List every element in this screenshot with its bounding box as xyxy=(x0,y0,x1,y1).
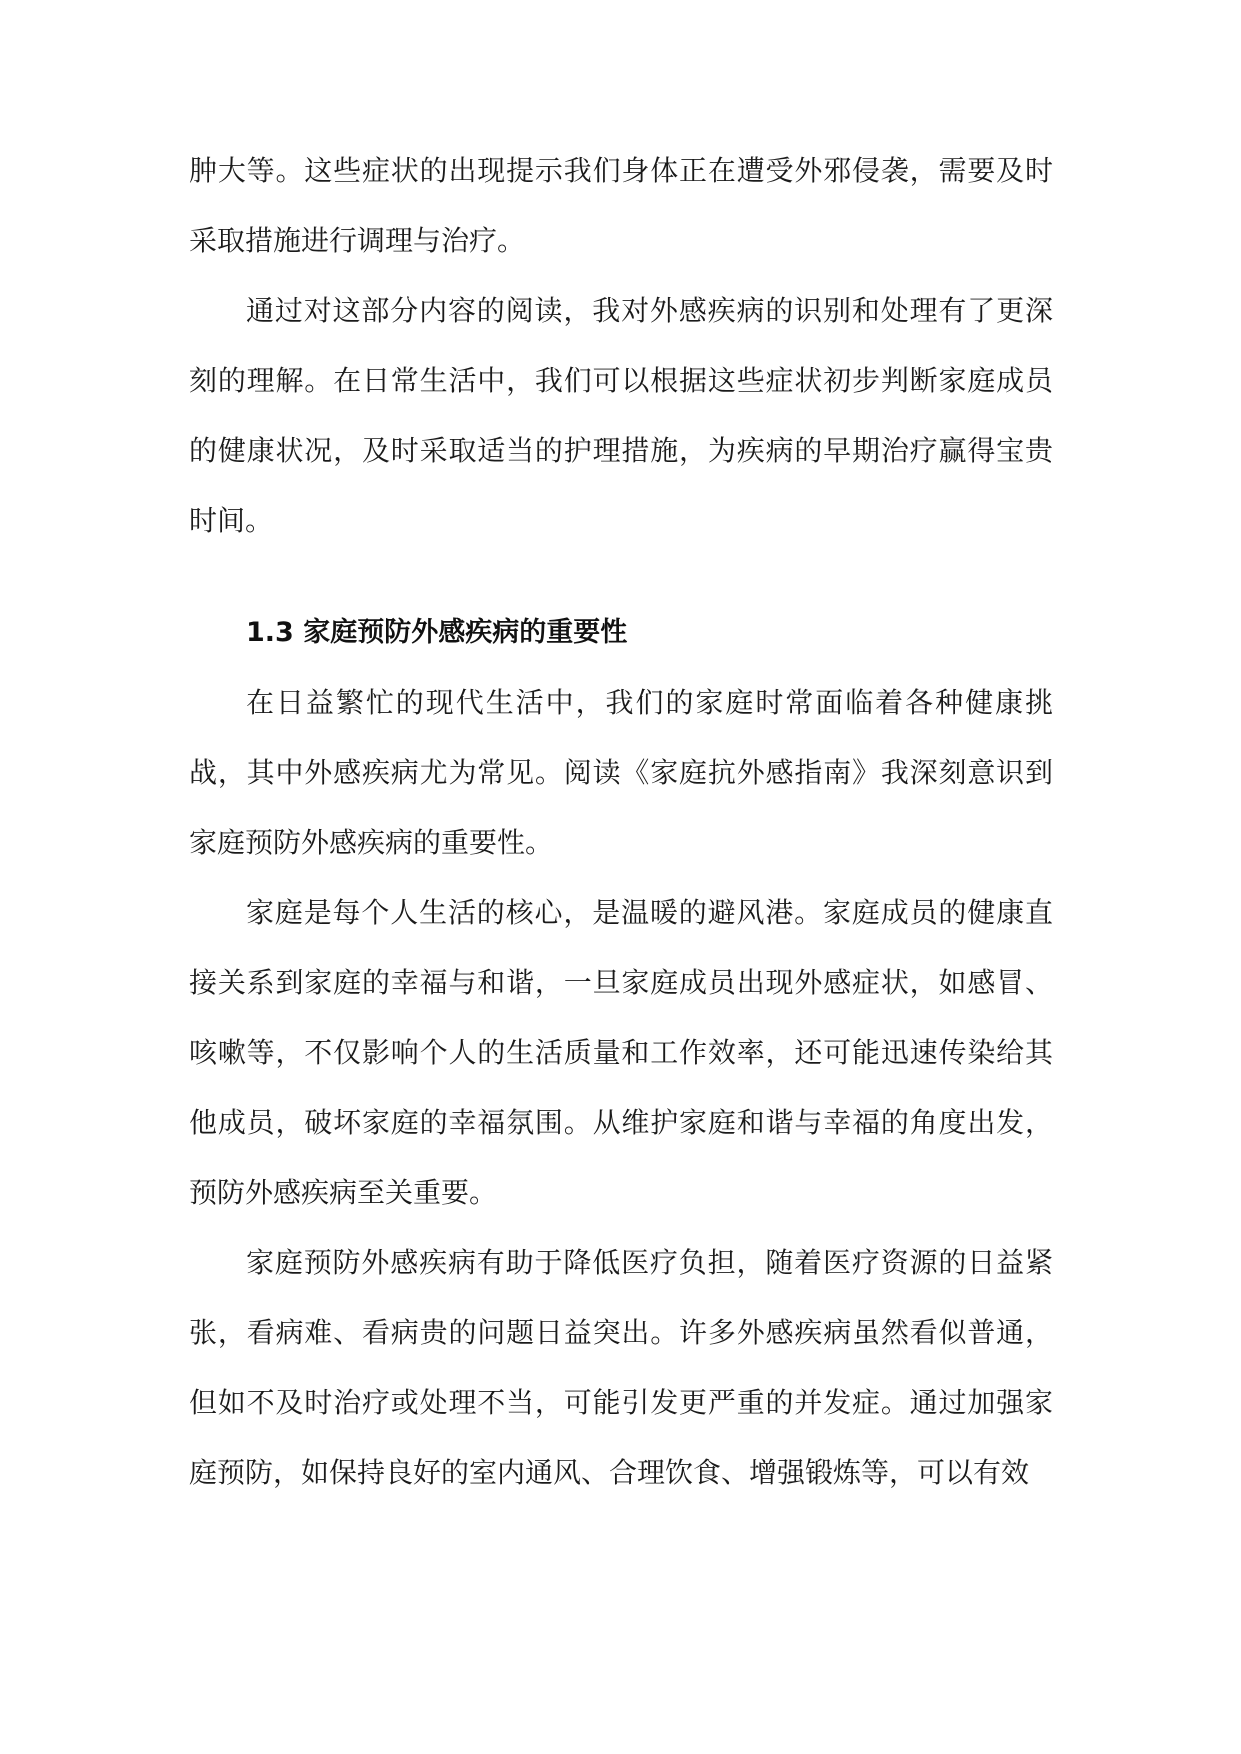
paragraph-medical-burden: 家庭预防外感疾病有助于降低医疗负担，随着医疗资源的日益紧张，看病难、看病贵的问题日益突出。许多外感疾病虽然看似普通，但如不及时治疗或处理不当，可能引发更严重的并发症。通过加强家庭预防，如保持良好的室内通风、合理饮食、增强锻炼等，可以有效 xyxy=(189,1246,1053,1489)
paragraph-modern-life: 在日益繁忙的现代生活中，我们的家庭时常面临着各种健康挑战，其中外感疾病尤为常见。阅读《家庭抗外感指南》我深刻意识到家庭预防外感疾病的重要性。 xyxy=(189,686,1053,859)
paragraph-continuation: 肿大等。这些症状的出现提示我们身体正在遭受外邪侵袭，需要及时采取措施进行调理与治疗。 xyxy=(189,154,1053,257)
document-body xyxy=(189,136,1053,1508)
paragraph-family-core: 家庭是每个人生活的核心，是温暖的避风港。家庭成员的健康直接关系到家庭的幸福与和谐，一旦家庭成员出现外感症状，如感冒、咳嗽等，不仅影响个人的生活质量和工作效率，还可能迅速传染给其他成员，破坏家庭的幸福氛围。从维护家庭和谐与幸福的角度出发，预防外感疾病至关重要。 xyxy=(189,896,1053,1209)
paragraph-reading-reflection: 通过对这部分内容的阅读，我对外感疾病的识别和处理有了更深刻的理解。在日常生活中，我们可以根据这些症状初步判断家庭成员的健康状况，及时采取适当的护理措施，为疾病的早期治疗赢得宝贵时间。 xyxy=(189,294,1053,537)
section-heading: 1.3 家庭预防外感疾病的重要性 xyxy=(246,617,628,648)
